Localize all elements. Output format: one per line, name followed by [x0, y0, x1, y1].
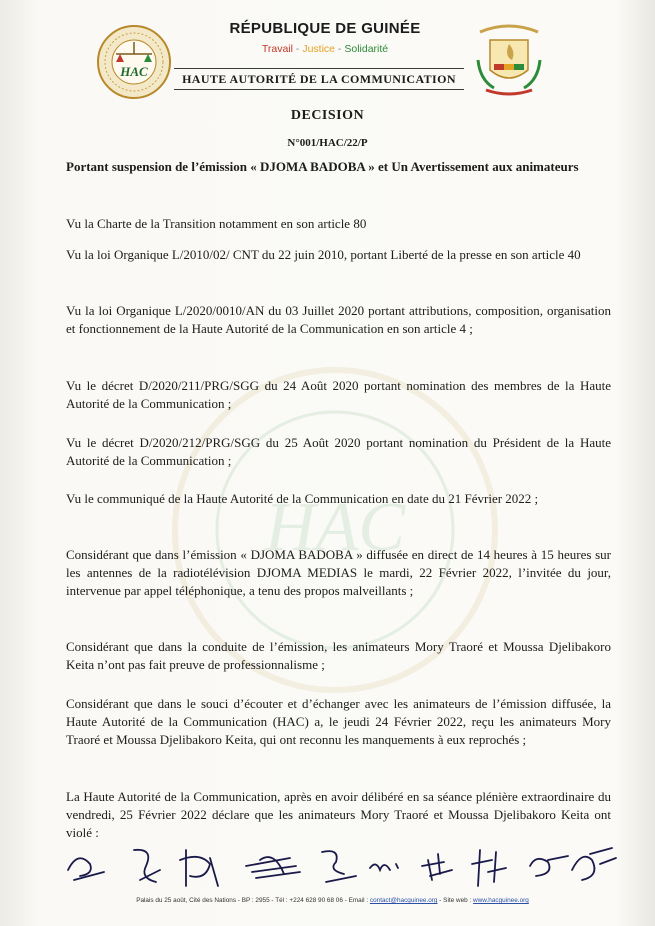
- republic-title: RÉPUBLIQUE DE GUINÉE: [229, 20, 421, 37]
- decision-number: N°001/HAC/22/P: [287, 137, 368, 149]
- visa-paragraph: Vu la loi Organique L/2020/0010/AN du 03 Juillet 2020 portant attributions, composition, organisation et fonctionnement de la Haute Autorité de la Communication en son article 4 ;: [66, 303, 611, 336]
- considering-paragraph: Considérant que dans la conduite de l’émission, les animateurs Mory Traoré et Moussa Djelibakoro Keita n’ont pas fait preuve de professionnalisme ;: [66, 639, 611, 672]
- considering-paragraph: Considérant que dans l’émission « DJOMA BADOBA » diffusée en direct de 14 heures à 15 heures sur les antennes de la radiotélévision DJOMA MEDIAS le mardi, 22 Février 2022, l’invitée du jour, intervenue par appel téléphonique, a tenu des propos malveillants ;: [66, 547, 611, 598]
- svg-text:HAC: HAC: [120, 64, 148, 79]
- svg-text:HAC: HAC: [265, 489, 405, 566]
- decision-title: DECISION: [290, 108, 365, 123]
- footer-website-link[interactable]: www.hacguinee.org: [473, 897, 529, 904]
- national-motto: Travail - Justice - Solidarité: [261, 43, 389, 55]
- footer-email-link[interactable]: contact@hacguinee.org: [369, 897, 438, 904]
- letterhead: [0, 0, 655, 110]
- considering-paragraph: Considérant que dans le souci d’écouter et d’échanger avec les animateurs de l’émission diffusée, la Haute Autorité de la Communication (HAC) a, le jeudi 24 Février 2022, reçu les animateurs Mory Traoré et Moussa Djelibakoro Keita, qui ont reconnu les manquements à eux reprochés ;: [66, 696, 611, 747]
- visa-paragraph: Vu le communiqué de la Haute Autorité de la Communication en date du 21 Février 2022 ;: [66, 491, 539, 506]
- authority-name: HAUTE AUTORITÉ DE LA COMMUNICATION: [174, 68, 464, 90]
- declaration-paragraph: La Haute Autorité de la Communication, après en avoir délibéré en sa séance plénière extraordinaire du vendredi, 25 Février 2022 déclare que les animateurs Mory Traoré et Moussa Djelibakoro Keita ont violé :: [66, 789, 611, 840]
- visa-paragraph: Vu la Charte de la Transition notamment en son article 80: [66, 216, 367, 231]
- hac-seal-logo: [96, 24, 172, 100]
- coat-of-arms-logo: [472, 20, 546, 100]
- visa-paragraph: Vu le décret D/2020/212/PRG/SGG du 25 Août 2020 portant nomination du Président de la Haute Autorité de la Communication ;: [66, 435, 611, 468]
- decision-subject: Portant suspension de l’émission « DJOMA BADOBA » et Un Avertissement aux animateurs: [66, 159, 579, 174]
- visa-paragraph: Vu la loi Organique L/2010/02/ CNT du 22 juin 2010, portant Liberté de la presse en son article 40: [66, 247, 581, 262]
- footer-site-label: - Site web :: [437, 897, 474, 904]
- footer-address: Palais du 25 août, Cité des Nations - BP : 2955 - Tél : +224 628 90 68 06 - Email :: [136, 897, 370, 904]
- visa-paragraph: Vu le décret D/2020/211/PRG/SGG du 24 Août 2020 portant nomination des membres de la Haute Autorité de la Communication ;: [66, 378, 611, 411]
- footer-contact: [70, 897, 595, 904]
- signatures: [60, 830, 620, 892]
